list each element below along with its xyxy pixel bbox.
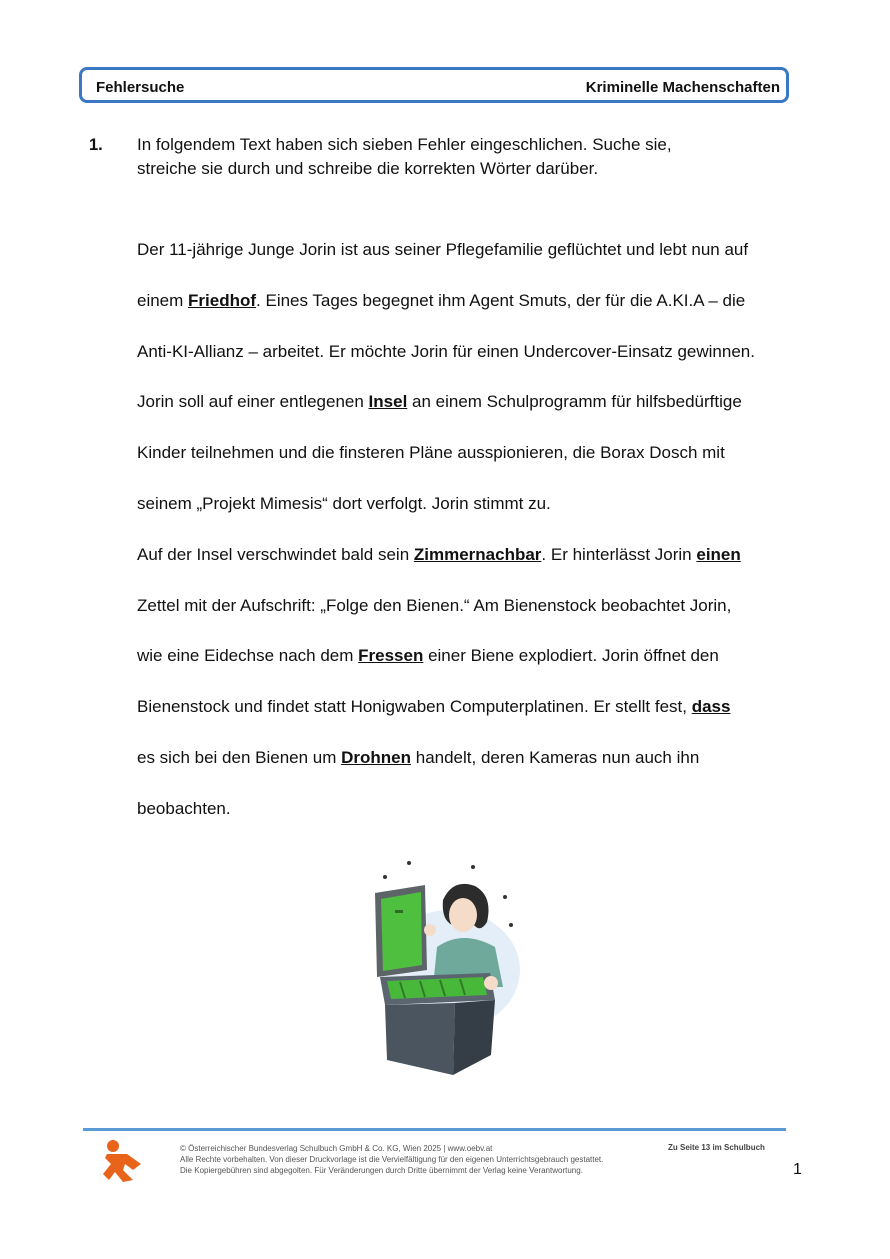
error-word: Friedhof <box>188 290 257 310</box>
error-word: dass <box>691 697 731 717</box>
textbook-page-reference: Zu Seite 13 im Schulbuch <box>668 1143 765 1152</box>
page-number: 1 <box>793 1161 802 1178</box>
story-line: Kinder teilnehmen und die finsteren Pläne ausspionieren, die Borax Dosch mit <box>137 443 725 463</box>
story-line: Jorin soll auf einer entlegenen Insel an einem Schulprogramm für hilfsbedürftige <box>137 392 742 412</box>
task-line: In folgendem Text haben sich sieben Fehler eingeschlichen. Suche sie, <box>137 135 672 154</box>
error-word: Zimmernachbar <box>413 544 542 564</box>
beehive-illustration <box>355 855 525 1080</box>
story-line: einem Friedhof. Eines Tages begegnet ihm Agent Smuts, der für die A.KI.A – die <box>137 290 746 310</box>
task-line: streiche sie durch und schreibe die korrekten Wörter darüber. <box>137 159 599 178</box>
story-text <box>137 237 837 847</box>
story-line: Der 11-jährige Junge Jorin ist aus seiner Pflegefamilie geflüchtet und lebt nun auf <box>137 240 749 259</box>
copyright-notice: © Österreichischer Bundesverlag Schulbuch GmbH & Co. KG, Wien 2025 | www.oebv.at Alle Rechte vorbehalten. Von dieser Druckvorlage ist die Vervielfältigung für den eigenen Unterrichtsgebrauch gestattet. Die Kopiergebühren sind abgegolten. Für Veränderungen durch Dritte übernimmt der Verlag keine Verantwortung. <box>180 1144 604 1175</box>
worksheet-topic: Kriminelle Machenschaften <box>585 79 780 96</box>
error-word: Drohnen <box>341 747 412 767</box>
worksheet-type: Fehlersuche <box>96 79 185 96</box>
story-line: es sich bei den Bienen um Drohnen handelt, deren Kameras nun auch ihn <box>137 747 700 767</box>
error-word: einen <box>696 544 741 564</box>
header-box <box>79 67 789 103</box>
task-number: 1. <box>89 136 103 154</box>
error-word: Insel <box>368 392 408 412</box>
footer-divider <box>83 1128 786 1131</box>
story-line: Auf der Insel verschwindet bald sein Zimmernachbar. Er hinterlässt Jorin einen <box>137 544 741 564</box>
story-line: Zettel mit der Aufschrift: „Folge den Bienen.“ Am Bienenstock beobachtet Jorin, <box>137 595 732 615</box>
story-line: Bienenstock und findet statt Honigwaben Computerplatinen. Er stellt fest, dass <box>137 697 731 717</box>
story-line: beobachten. <box>137 798 231 818</box>
story-line: wie eine Eidechse nach dem Fressen einer Biene explodiert. Jorin öffnet den <box>137 646 719 666</box>
story-line: Anti-KI-Allianz – arbeitet. Er möchte Jorin für einen Undercover-Einsatz gewinnen. <box>137 341 755 361</box>
publisher-logo-icon <box>103 1140 143 1182</box>
story-line: seinem „Projekt Mimesis“ dort verfolgt. Jorin stimmt zu. <box>137 493 551 513</box>
error-word: Fressen <box>358 646 424 666</box>
task-instructions <box>137 133 757 181</box>
